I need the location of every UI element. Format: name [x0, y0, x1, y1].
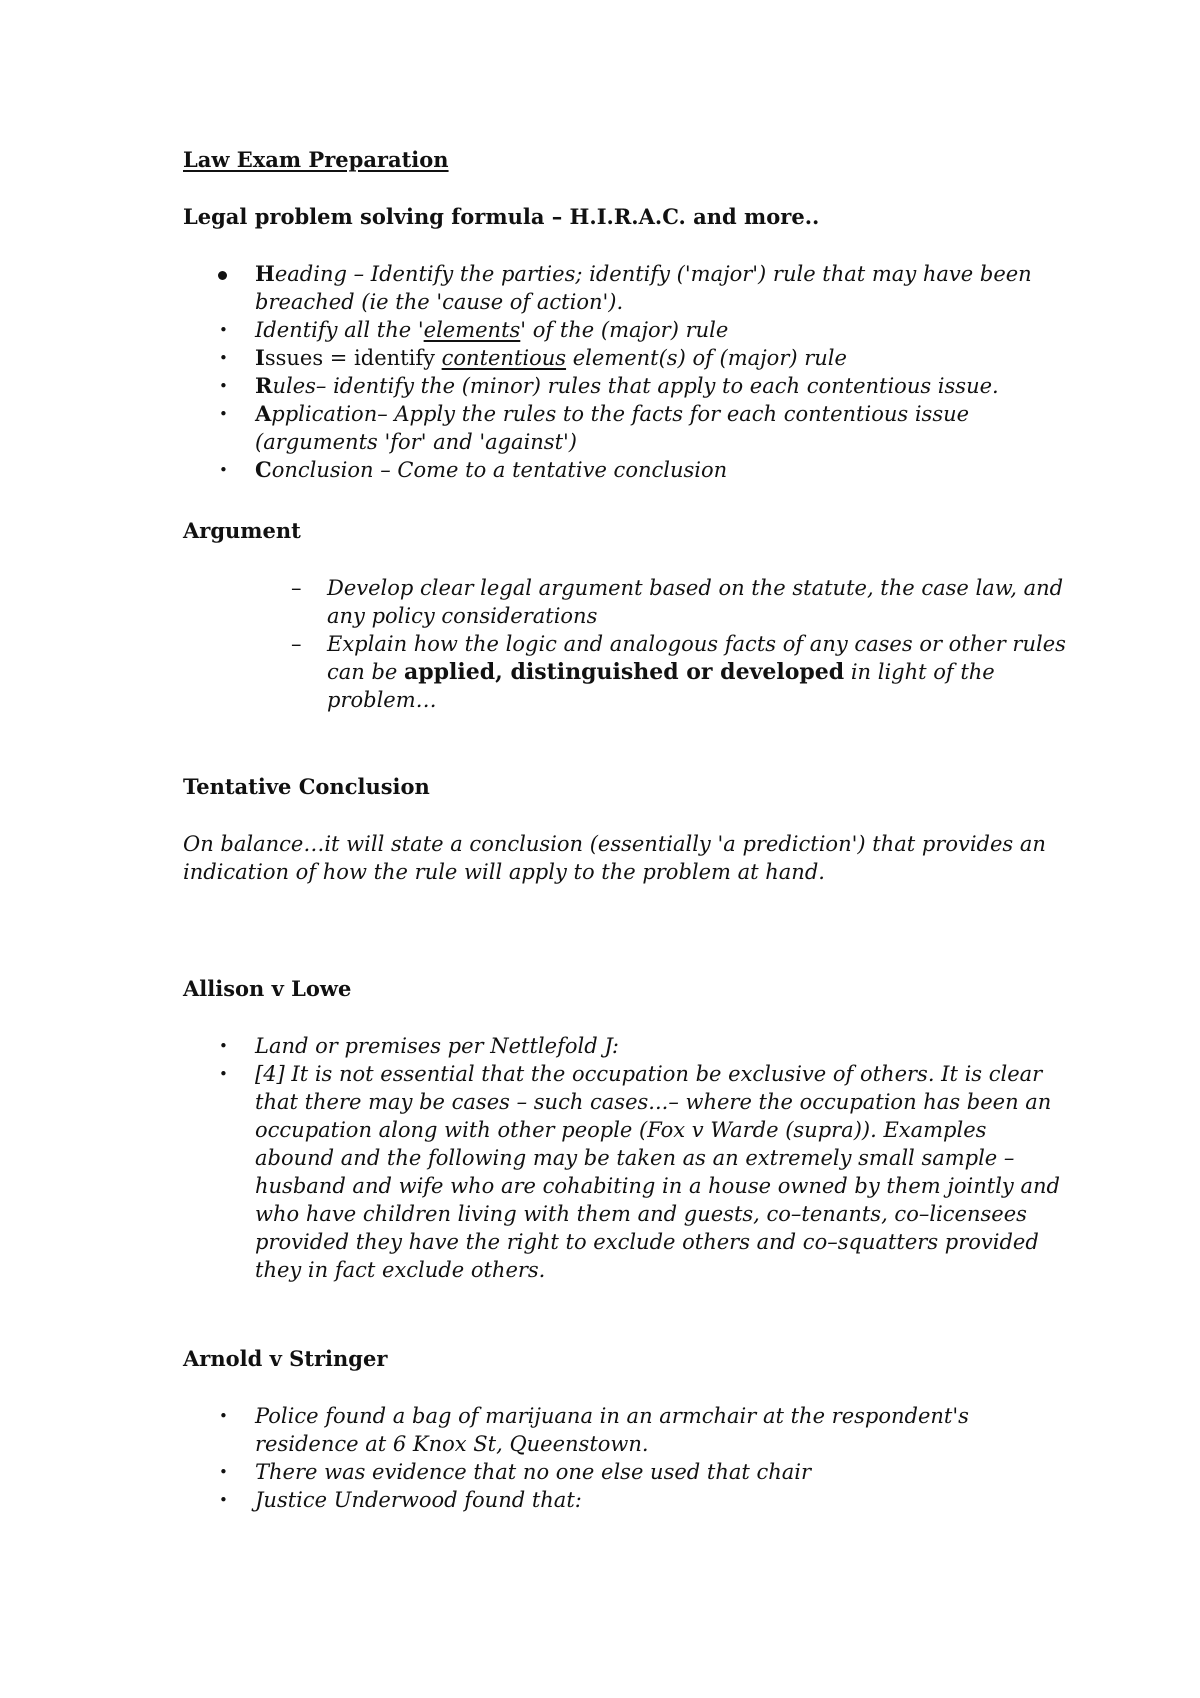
- argument-heading: Argument: [183, 518, 301, 543]
- hirac-elements-item: [255, 316, 728, 344]
- arg2-pre: can be: [327, 660, 405, 684]
- arnold-point-1: Police found a bag of marijuana in an armchair at the respondent's: [255, 1404, 969, 1428]
- hirac-application-cont: (arguments 'for' and 'against'): [255, 430, 577, 454]
- allison-quote-line: occupation along with other people (Fox v Warde (supra)). Examples: [255, 1118, 987, 1142]
- elements-word: elements: [423, 318, 521, 342]
- letter-h: H: [255, 261, 275, 286]
- argument-point-2-cont: [327, 658, 995, 686]
- dash-icon: –: [291, 632, 302, 656]
- arnold-point-2: There was evidence that no one else used that chair: [255, 1460, 812, 1484]
- hirac-heading-item: [255, 260, 1032, 288]
- letter-c: C: [255, 457, 272, 482]
- arnold-point-3: Justice Underwood found that:: [255, 1488, 582, 1512]
- allison-quote-line: provided they have the right to exclude others and co–squatters provided: [255, 1230, 1039, 1254]
- letter-a: A: [255, 401, 272, 426]
- allison-point-1: Land or premises per Nettlefold J:: [255, 1034, 619, 1058]
- bullet-icon: •: [219, 461, 228, 479]
- elements-post: ' of the (major) rule: [520, 318, 729, 342]
- bullet-icon: [218, 271, 227, 280]
- bullet-icon: •: [219, 1463, 228, 1481]
- issues-text: ssues = identify: [264, 346, 442, 370]
- tentative-text-2: indication of how the rule will apply to the problem at hand.: [183, 860, 825, 884]
- hirac-application-item: [255, 400, 969, 428]
- arnold-heading: Arnold v Stringer: [183, 1346, 388, 1371]
- bullet-icon: •: [219, 377, 228, 395]
- hirac-heading-text: eading – Identify the parties; identify ('major') rule that may have been: [274, 262, 1032, 286]
- hirac-heading-cont: breached (ie the 'cause of action').: [255, 290, 624, 314]
- allison-quote-line: [4] It is not essential that the occupation be exclusive of others. It is clear: [255, 1062, 1043, 1086]
- allison-quote-line: they in fact exclude others.: [255, 1258, 546, 1282]
- allison-quote-line: who have children living with them and guests, co–tenants, co–licensees: [255, 1202, 1027, 1226]
- letter-r: R: [255, 373, 273, 398]
- argument-point-2: Explain how the logic and analogous facts of any cases or other rules: [327, 632, 1066, 656]
- issues-post: element(s) of (major) rule: [566, 346, 847, 370]
- tentative-text-1: On balance…it will state a conclusion (essentially 'a prediction') that provides an: [183, 832, 1046, 856]
- bullet-icon: •: [219, 1037, 228, 1055]
- letter-i: I: [255, 345, 265, 370]
- argument-point-1-cont: any policy considerations: [327, 604, 598, 628]
- allison-quote-line: abound and the following may be taken as an extremely small sample –: [255, 1146, 1015, 1170]
- rules-text: ules– identify the (minor) rules that apply to each contentious issue.: [272, 374, 999, 398]
- tentative-heading: Tentative Conclusion: [183, 774, 430, 799]
- formula-heading: Legal problem solving formula – H.I.R.A.C. and more..: [183, 204, 820, 229]
- page-title: Law Exam Preparation: [183, 147, 449, 172]
- elements-pre: Identify all the ': [255, 318, 424, 342]
- bullet-icon: •: [219, 321, 228, 339]
- allison-quote-line: that there may be cases – such cases...– where the occupation has been an: [255, 1090, 1052, 1114]
- conclusion-text: onclusion – Come to a tentative conclusion: [271, 458, 728, 482]
- arg2-bold: applied, distinguished or developed: [404, 659, 845, 685]
- allison-quote-line: husband and wife who are cohabiting in a house owned by them jointly and: [255, 1174, 1060, 1198]
- argument-point-1: Develop clear legal argument based on the statute, the case law, and: [327, 576, 1064, 600]
- hirac-issues-item: [255, 344, 847, 372]
- bullet-icon: •: [219, 1491, 228, 1509]
- issues-underlined: contentious: [441, 346, 567, 370]
- arnold-point-1-cont: residence at 6 Knox St, Queenstown.: [255, 1432, 649, 1456]
- bullet-icon: •: [219, 405, 228, 423]
- hirac-conclusion-item: [255, 456, 727, 484]
- bullet-icon: •: [219, 1065, 228, 1083]
- hirac-rules-item: [255, 372, 999, 400]
- arg2-post: in light of the: [844, 660, 995, 684]
- allison-heading: Allison v Lowe: [183, 976, 352, 1001]
- argument-point-2-end: problem…: [327, 688, 437, 712]
- application-text: pplication– Apply the rules to the facts for each contentious issue: [271, 402, 970, 426]
- dash-icon: –: [291, 576, 302, 600]
- bullet-icon: •: [219, 1407, 228, 1425]
- bullet-icon: •: [219, 349, 228, 367]
